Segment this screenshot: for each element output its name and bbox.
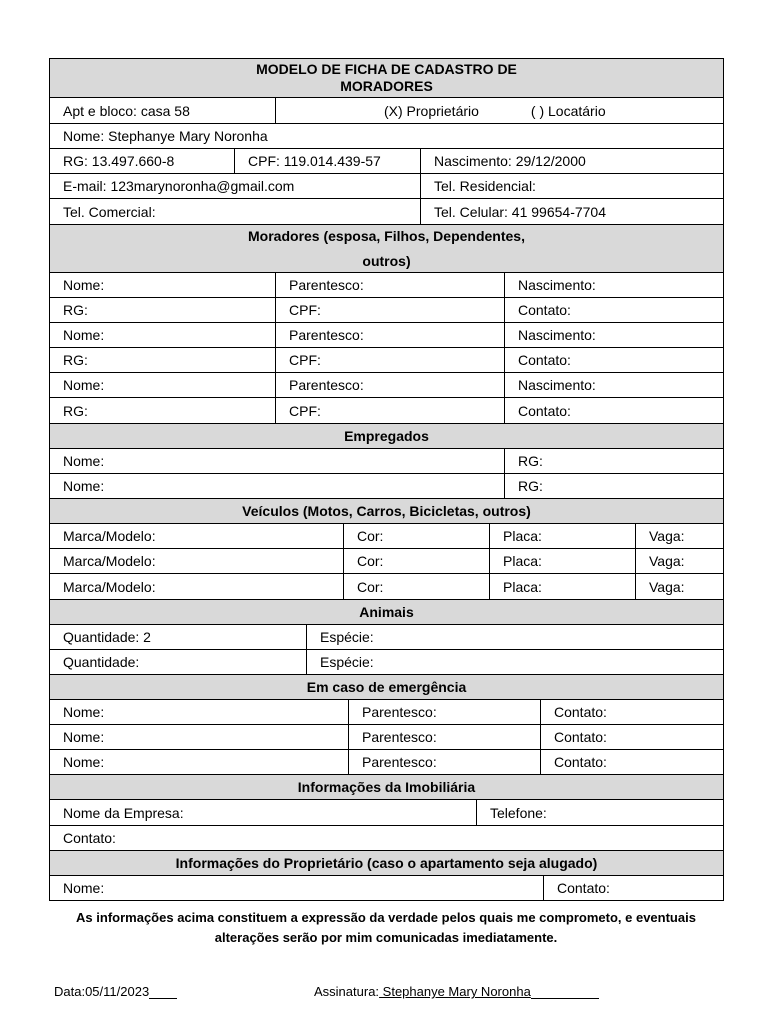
resident-cpf-field[interactable]: CPF: <box>276 298 505 322</box>
employees-header: Empregados <box>50 424 724 448</box>
emergency-relation-field[interactable]: Parentesco: <box>349 750 541 774</box>
employee-row <box>50 449 724 474</box>
rg-field[interactable]: RG: 13.497.660-8 <box>50 149 235 173</box>
form-title-line-1: MODELO DE FICHA DE CADASTRO DE <box>256 61 517 77</box>
resident-rg-field[interactable]: RG: <box>50 348 276 372</box>
vehicle-color-field[interactable]: Cor: <box>344 524 490 548</box>
employee-row <box>50 474 724 499</box>
name-row <box>50 124 724 149</box>
resident-name-field[interactable]: Nome: <box>50 323 276 347</box>
email-field[interactable]: E-mail: 123marynoronha@gmail.com <box>50 174 421 198</box>
vehicle-color-field[interactable]: Cor: <box>344 549 490 573</box>
employee-rg-field[interactable]: RG: <box>505 474 724 498</box>
emergency-contact-field[interactable]: Contato: <box>541 750 724 774</box>
emergency-row <box>50 750 724 775</box>
resident-contact-field[interactable]: Contato: <box>505 298 724 322</box>
emergency-row <box>50 725 724 750</box>
resident-relation-field[interactable]: Parentesco: <box>276 273 505 297</box>
resident-row <box>50 298 724 323</box>
resident-birth-field[interactable]: Nascimento: <box>505 273 724 297</box>
signature-blank <box>531 985 599 999</box>
signature-line[interactable] <box>314 984 599 999</box>
declaration-line-2: alterações serão por mim comunicadas imediatamente. <box>214 930 558 945</box>
form-title-row <box>50 59 724 98</box>
vehicles-header: Veículos (Motos, Carros, Bicicletas, outros) <box>50 499 724 523</box>
vehicle-plate-field[interactable]: Placa: <box>490 524 636 548</box>
resident-birth-field[interactable]: Nascimento: <box>505 323 724 347</box>
resident-relation-field[interactable]: Parentesco: <box>276 373 505 397</box>
vehicle-row <box>50 574 724 600</box>
agency-phone-field[interactable]: Telefone: <box>477 800 724 825</box>
resident-row <box>50 348 724 373</box>
resident-cpf-field[interactable]: CPF: <box>276 398 505 423</box>
resident-row <box>50 398 724 424</box>
resident-row <box>50 373 724 398</box>
residents-header-line-1: Moradores (esposa, Filhos, Dependentes, <box>248 227 525 244</box>
birth-field[interactable]: Nascimento: 29/12/2000 <box>421 149 724 173</box>
signature-label: Assinatura: <box>314 984 380 999</box>
animals-header-row <box>50 600 724 625</box>
emergency-relation-field[interactable]: Parentesco: <box>349 725 541 749</box>
animal-row <box>50 650 724 675</box>
emergency-relation-field[interactable]: Parentesco: <box>349 700 541 724</box>
animal-row <box>50 625 724 650</box>
animal-quantity-field[interactable]: Quantidade: <box>50 650 307 674</box>
vehicle-model-field[interactable]: Marca/Modelo: <box>50 524 344 548</box>
emergency-header: Em caso de emergência <box>50 675 724 699</box>
emergency-header-row <box>50 675 724 700</box>
animal-species-field[interactable]: Espécie: <box>307 625 724 649</box>
signature-name: Stephanye Mary Noronha <box>379 984 531 999</box>
owner-row <box>50 876 724 901</box>
animals-header: Animais <box>50 600 724 624</box>
employees-header-row <box>50 424 724 449</box>
agency-header: Informações da Imobiliária <box>50 775 724 799</box>
resident-name-field[interactable]: Nome: <box>50 373 276 397</box>
animal-quantity-field[interactable]: Quantidade: 2 <box>50 625 307 649</box>
residents-header <box>50 225 724 272</box>
date-line[interactable] <box>54 984 177 999</box>
resident-birth-field[interactable]: Nascimento: <box>505 373 724 397</box>
emergency-contact-field[interactable]: Contato: <box>541 725 724 749</box>
vehicle-spot-field[interactable]: Vaga: <box>636 549 724 573</box>
cell-phone-field[interactable]: Tel. Celular: 41 99654-7704 <box>421 199 724 224</box>
date-blank <box>149 985 177 999</box>
date-value: Data:05/11/2023 <box>54 984 150 999</box>
resident-rg-field[interactable]: RG: <box>50 298 276 322</box>
vehicles-header-row <box>50 499 724 524</box>
declaration-line-1: As informações acima constituem a expressão da verdade pelos quais me comprometo, e eventuais <box>76 910 696 925</box>
vehicle-row <box>50 549 724 574</box>
emergency-contact-field[interactable]: Contato: <box>541 700 724 724</box>
employee-name-field[interactable]: Nome: <box>50 449 505 473</box>
emergency-name-field[interactable]: Nome: <box>50 725 349 749</box>
apt-row <box>50 98 724 124</box>
owner-header-row <box>50 851 724 876</box>
registration-form <box>49 58 724 901</box>
resident-cpf-field[interactable]: CPF: <box>276 348 505 372</box>
agency-contact-field[interactable]: Contato: <box>50 826 724 850</box>
work-phone-field[interactable]: Tel. Comercial: <box>50 199 421 224</box>
resident-relation-field[interactable]: Parentesco: <box>276 323 505 347</box>
tenant-option[interactable]: ( ) Locatário <box>530 102 606 119</box>
emergency-name-field[interactable]: Nome: <box>50 700 349 724</box>
id-row <box>50 149 724 174</box>
home-phone-field[interactable]: Tel. Residencial: <box>421 174 724 198</box>
emergency-name-field[interactable]: Nome: <box>50 750 349 774</box>
employee-name-field[interactable]: Nome: <box>50 474 505 498</box>
animal-species-field[interactable]: Espécie: <box>307 650 724 674</box>
agency-row <box>50 800 724 826</box>
phone-row <box>50 199 724 225</box>
employee-rg-field[interactable]: RG: <box>505 449 724 473</box>
vehicle-spot-field[interactable]: Vaga: <box>636 574 724 599</box>
cpf-field[interactable]: CPF: 119.014.439-57 <box>235 149 421 173</box>
apt-field[interactable]: Apt e bloco: casa 58 <box>50 98 276 123</box>
agency-header-row <box>50 775 724 800</box>
residents-header-line-2: outros) <box>362 252 411 269</box>
form-title-line-2: MORADORES <box>340 78 433 94</box>
resident-row <box>50 323 724 348</box>
vehicle-plate-field[interactable]: Placa: <box>490 574 636 599</box>
resident-rg-field[interactable]: RG: <box>50 398 276 423</box>
vehicle-model-field[interactable]: Marca/Modelo: <box>50 574 344 599</box>
resident-name-field[interactable]: Nome: <box>50 273 276 297</box>
agency-row <box>50 826 724 851</box>
owner-contact-field[interactable]: Contato: <box>544 876 724 900</box>
owner-option[interactable]: (X) Proprietário <box>384 102 479 119</box>
resident-contact-field[interactable]: Contato: <box>505 348 724 372</box>
vehicle-color-field[interactable]: Cor: <box>344 574 490 599</box>
owner-header: Informações do Proprietário (caso o apartamento seja alugado) <box>50 851 724 875</box>
vehicle-spot-field[interactable]: Vaga: <box>636 524 724 548</box>
ownership-field[interactable] <box>276 98 724 123</box>
vehicle-row <box>50 524 724 549</box>
resident-contact-field[interactable]: Contato: <box>505 398 724 423</box>
resident-row <box>50 273 724 298</box>
agency-company-field[interactable]: Nome da Empresa: <box>50 800 477 825</box>
form-title <box>50 59 724 97</box>
declaration-statement <box>49 908 723 948</box>
name-field[interactable]: Nome: Stephanye Mary Noronha <box>50 124 724 148</box>
owner-name-field[interactable]: Nome: <box>50 876 544 900</box>
vehicle-plate-field[interactable]: Placa: <box>490 549 636 573</box>
email-row <box>50 174 724 199</box>
vehicle-model-field[interactable]: Marca/Modelo: <box>50 549 344 573</box>
residents-header-row <box>50 225 724 273</box>
emergency-row <box>50 700 724 725</box>
